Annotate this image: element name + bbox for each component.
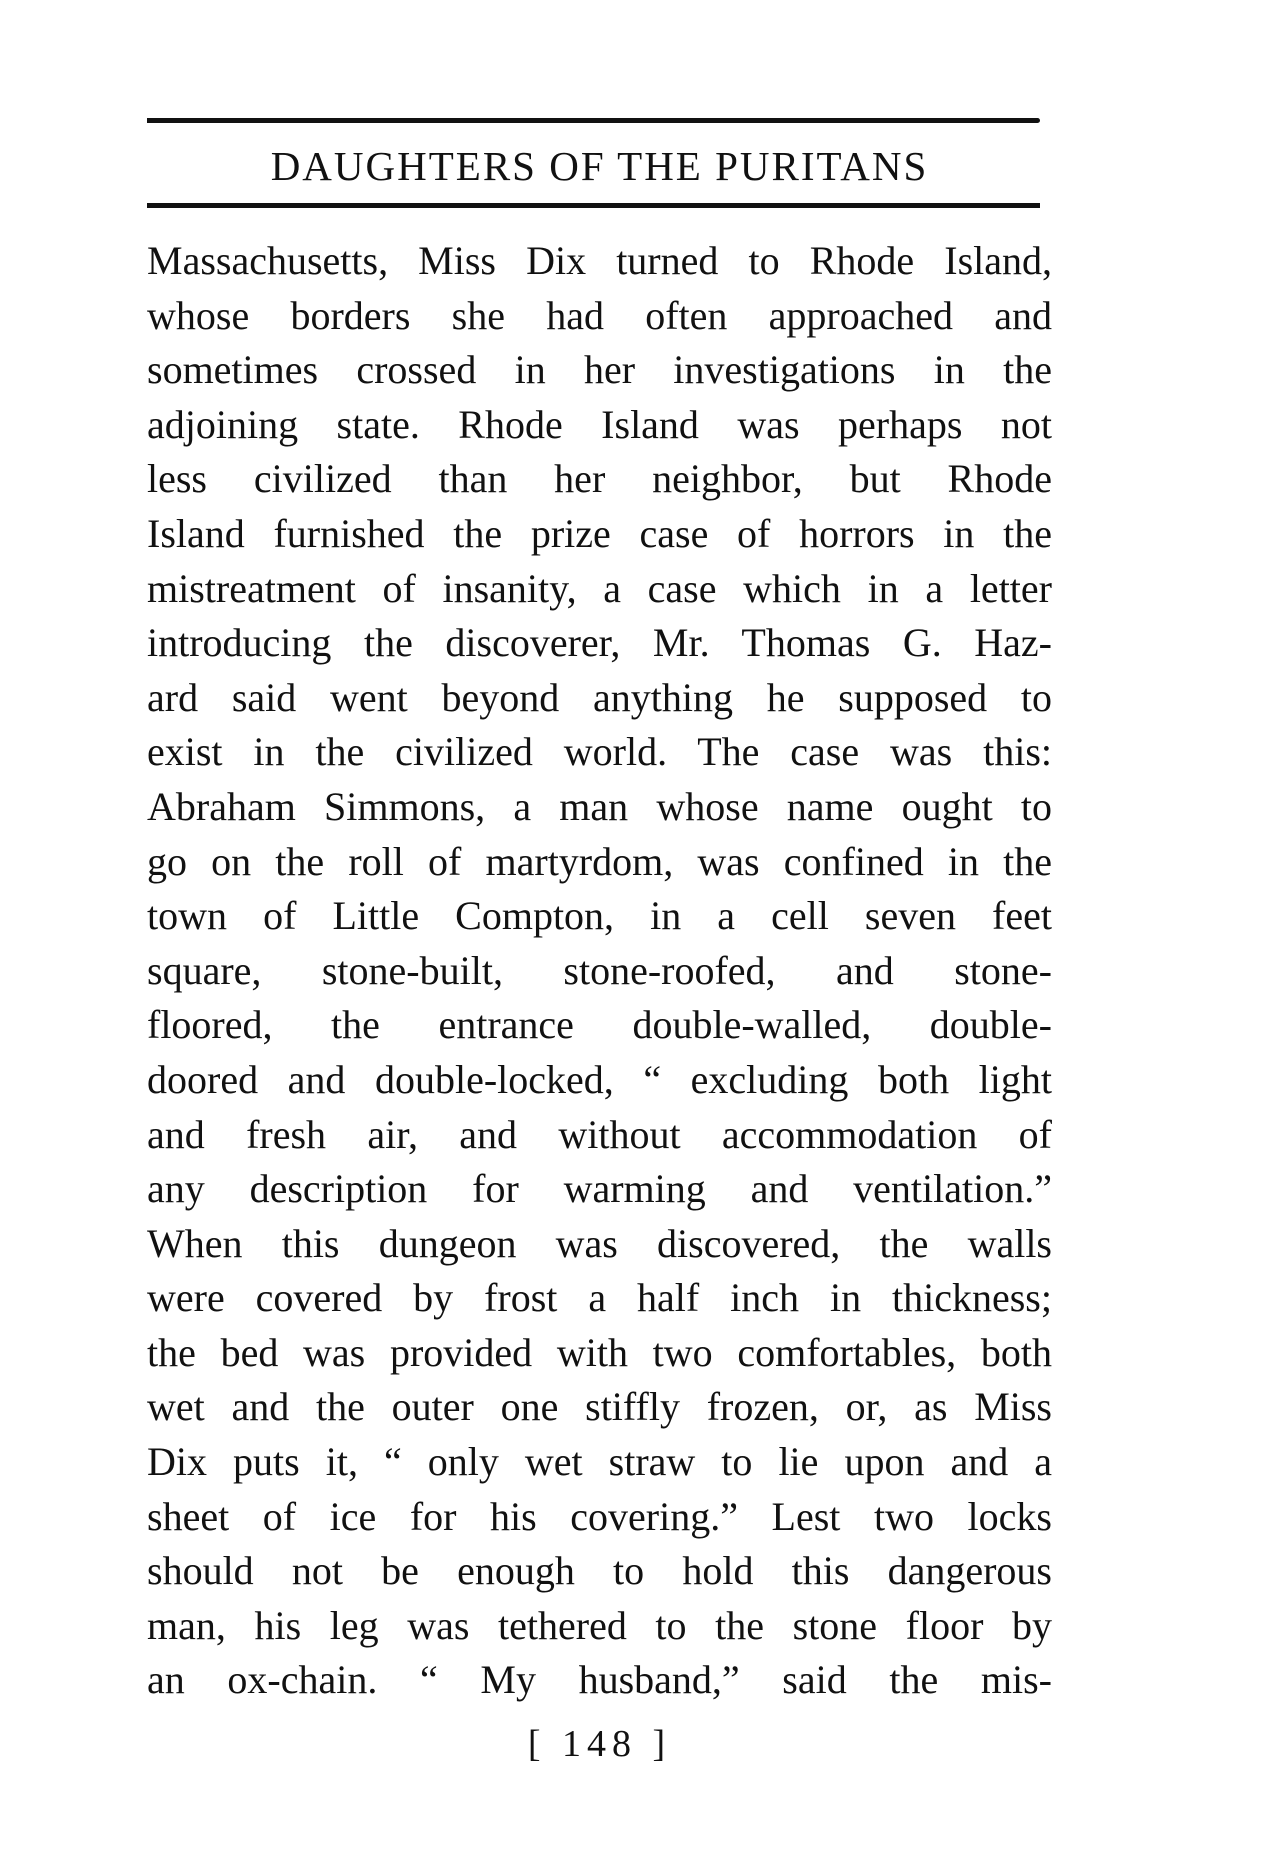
text-line: sometimes crossed in her investigations in the	[147, 347, 1052, 393]
text-line: introducing the discoverer, Mr. Thomas G. Haz-	[147, 620, 1052, 666]
text-line: the bed was provided with two comfortables, both	[147, 1329, 1052, 1375]
text-line: and fresh air, and without accommodation of	[147, 1111, 1052, 1157]
text-line: whose borders she had often approached and	[147, 292, 1052, 338]
running-head: DAUGHTERS OF THE PURITANS	[270, 143, 929, 189]
text-line: any description for warming and ventilation.”	[147, 1166, 1052, 1212]
header-rule-top	[147, 118, 1040, 123]
text-line: town of Little Compton, in a cell seven feet	[147, 893, 1052, 939]
text-line: wet and the outer one stiffly frozen, or, as Miss	[147, 1384, 1052, 1430]
text-line: ard said went beyond anything he supposed to	[147, 674, 1052, 720]
text-line: man, his leg was tethered to the stone floor by	[147, 1602, 1052, 1648]
text-line: Massachusetts, Miss Dix turned to Rhode Island,	[147, 238, 1052, 283]
text-line: less civilized than her neighbor, but Rhode	[147, 456, 1052, 502]
text-line: square, stone-built, stone-roofed, and stone-	[147, 947, 1052, 993]
text-line: When this dungeon was discovered, the walls	[147, 1220, 1052, 1266]
text-line: sheet of ice for his covering.” Lest two locks	[147, 1493, 1052, 1539]
header-rule-bottom	[147, 203, 1040, 208]
book-page	[147, 118, 1052, 1772]
text-line: were covered by frost a half inch in thickness;	[147, 1275, 1052, 1321]
text-line: adjoining state. Rhode Island was perhaps not	[147, 401, 1052, 447]
text-line: should not be enough to hold this dangerous	[147, 1548, 1052, 1594]
text-line: an ox-chain. “ My husband,” said the mis-	[147, 1657, 1052, 1703]
text-line: exist in the civilized world. The case was this:	[147, 729, 1052, 775]
text-line: Island furnished the prize case of horrors in the	[147, 510, 1052, 556]
text-line: mistreatment of insanity, a case which in a letter	[147, 565, 1052, 611]
text-line: doored and double-locked, “ excluding both light	[147, 1056, 1052, 1102]
text-line: floored, the entrance double-walled, double-	[147, 1002, 1052, 1048]
text-line: Dix puts it, “ only wet straw to lie upon and a	[147, 1439, 1052, 1485]
text-line: go on the roll of martyrdom, was confined in the	[147, 838, 1052, 884]
text-line: Abraham Simmons, a man whose name ought to	[147, 783, 1052, 829]
body-text	[147, 234, 1052, 1708]
page-number: [ 148 ]	[527, 1723, 672, 1766]
